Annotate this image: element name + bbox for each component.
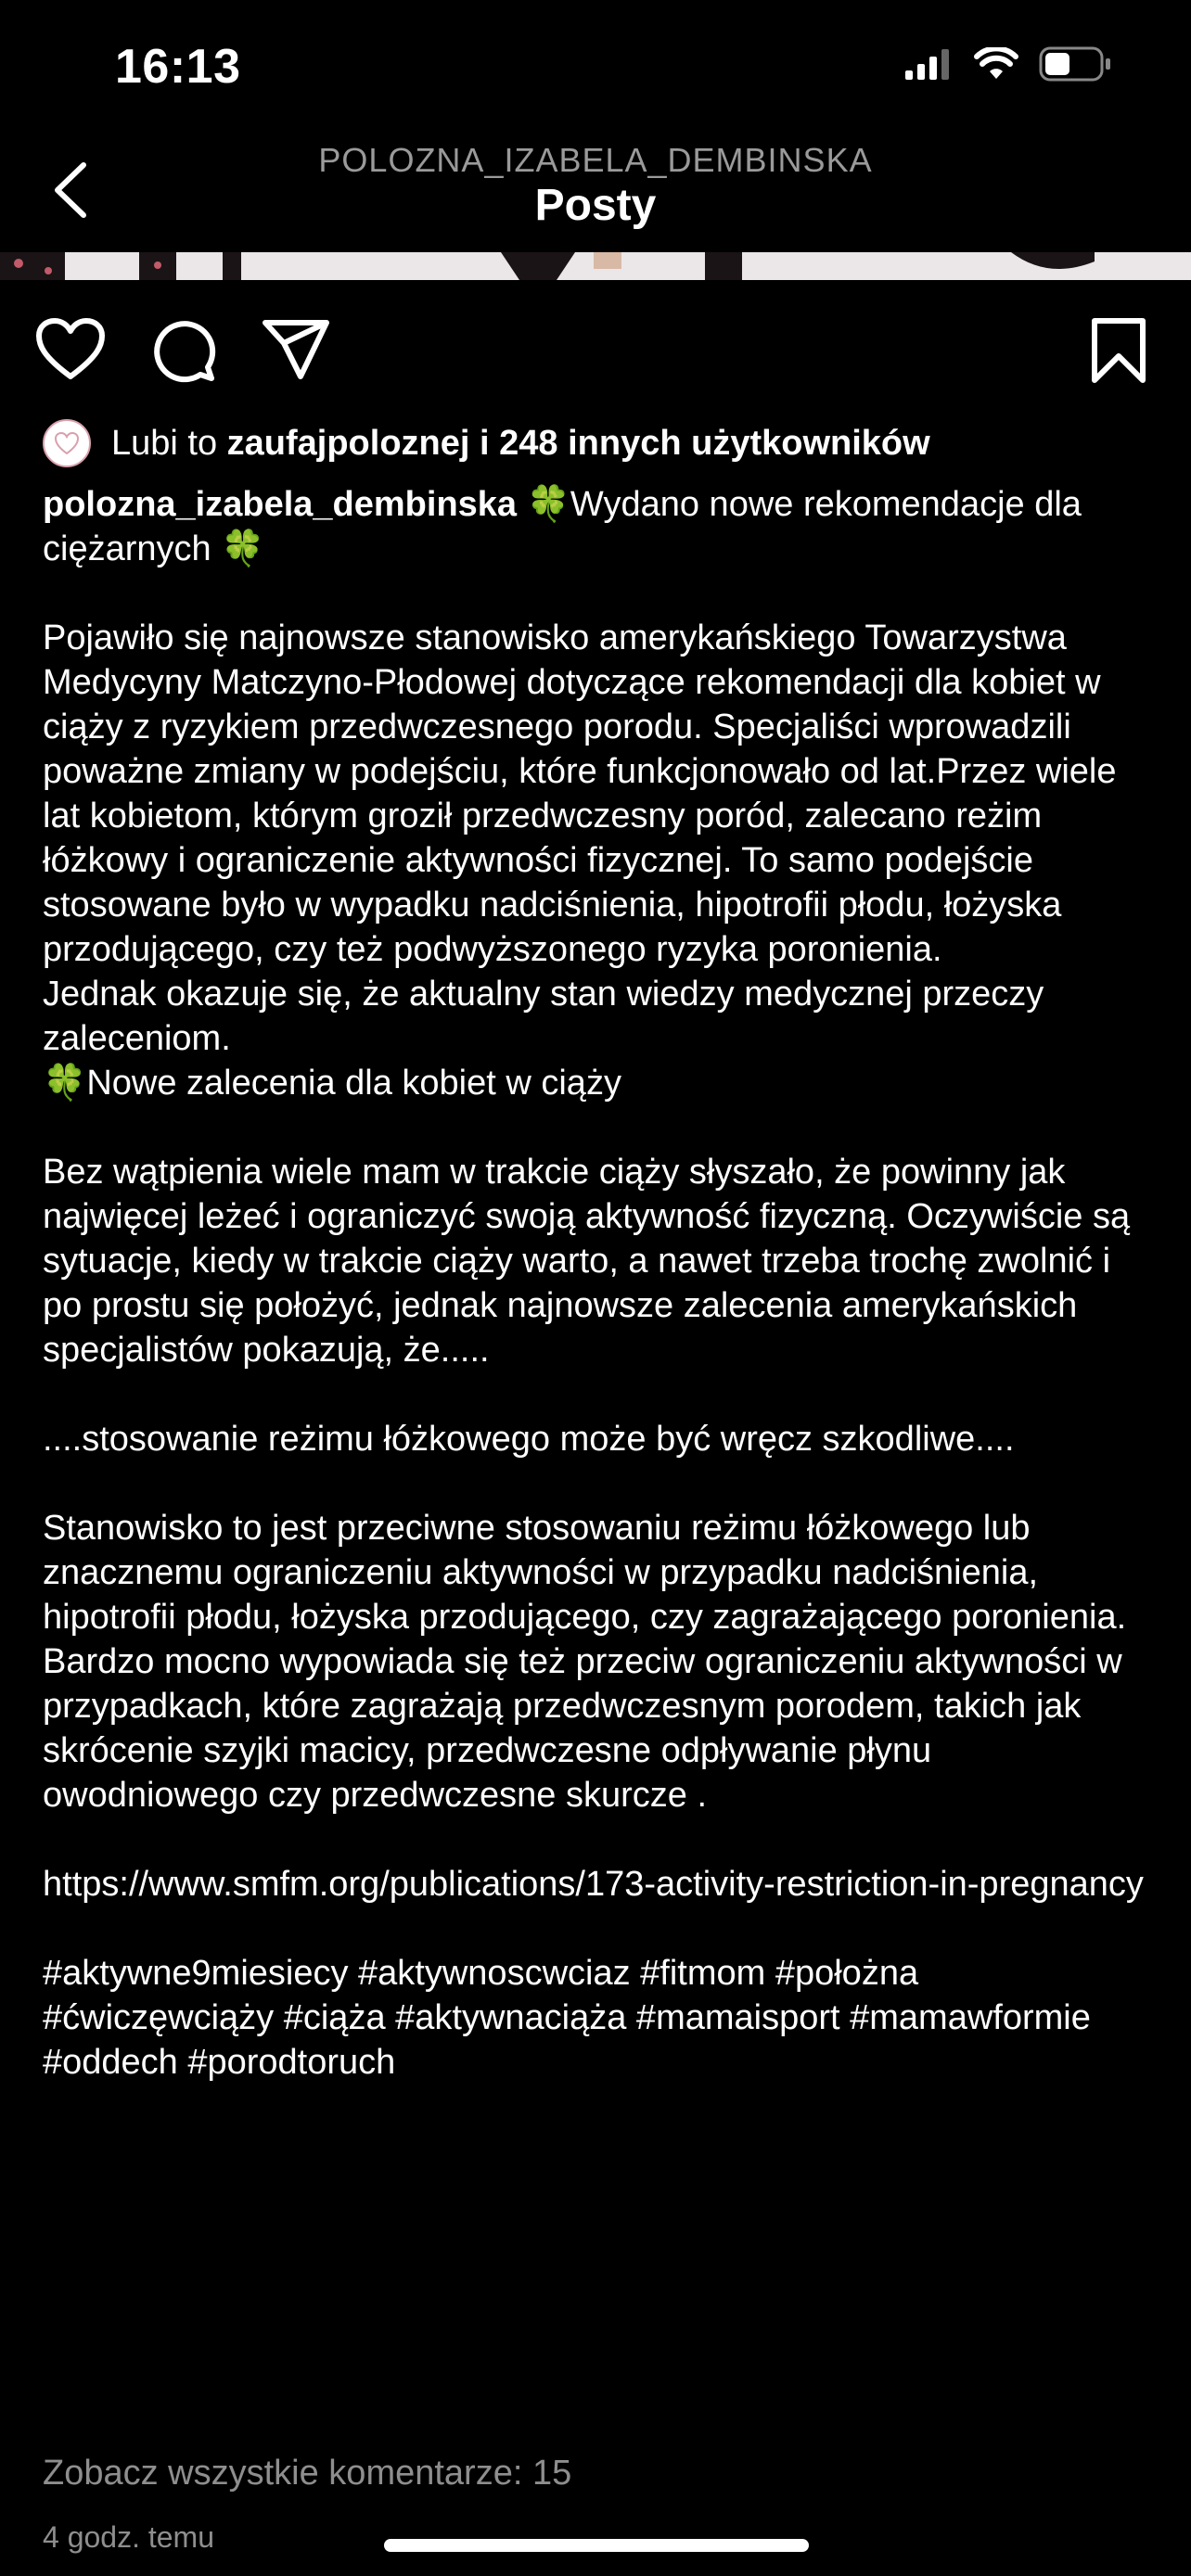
comment-bubble-icon[interactable] xyxy=(147,313,221,388)
caption-paragraph-3: 🍀Nowe zalecenia dla kobiet w ciąży xyxy=(43,1064,621,1103)
bookmark-icon[interactable] xyxy=(1082,313,1156,388)
cellular-signal-icon xyxy=(905,48,954,80)
caption-paragraph-5: ....stosowanie reżimu łóżkowego może być wręcz szkodliwe.... xyxy=(43,1420,1015,1459)
caption-first-line: 🍀Wydano nowe rekomendacje dla ciężarnych 🍀 xyxy=(43,485,1092,568)
likes-user[interactable]: zaufajpoloznej xyxy=(226,423,470,463)
page-title: Posty xyxy=(534,181,657,230)
view-comments-link[interactable]: Zobacz wszystkie komentarze: 15 xyxy=(43,2454,572,2493)
status-time: 16:13 xyxy=(115,40,241,94)
caption-paragraph-1: Pojawiło się najnowsze stanowisko amerykańskiego Towarzystwa Medycyny Matczyno-Płodowej dotyczące rekomendacji dla kobiet w ciąży z ryzykiem przedwczesnego porodu. Specjaliści wprowadzili poważne zmiany w podejściu, które funkcjonowało od lat.Przez wiele lat kobietom, którym groził przedwczesny poród, zalecano reżim łóżkowy i ograniczenie aktywności fizycznej. To samo podejście stosowane było w wypadku nadciśnienia, hipotrofii płodu, łożyska przodującego, czy też podwyższonego ryzyka poronienia. xyxy=(43,618,1117,969)
home-indicator[interactable] xyxy=(384,2539,809,2552)
header-username[interactable]: POLOZNA_IZABELA_DEMBINSKA xyxy=(318,141,873,179)
post-image-content xyxy=(0,252,1191,280)
caption-intro xyxy=(43,482,1156,571)
wifi-icon xyxy=(974,47,1018,81)
caption-paragraph-6: Stanowisko to jest przeciwne stosowaniu reżimu łóżkowego lub znacznemu ograniczeniu aktywności w przypadku nadciśnienia, hipotrofii płodu, łożyska przodującego, czy zagrażającego poronienia. Bardzo mocno wypowiada się też przeciw ograniczeniu aktywności w przypadkach, które zagrażają przedwczesnym porodem, takich jak skrócenie szyjki macicy, przedwczesne odpływanie płynu owodniowego czy przedwczesne skurcze . xyxy=(43,1509,1127,1815)
avatar[interactable] xyxy=(43,419,91,467)
post-timestamp: 4 godz. temu xyxy=(43,2520,214,2554)
battery-icon xyxy=(1039,46,1113,82)
caption-hashtags[interactable]: #aktywne9miesiecy #aktywnoscwciaz #fitmom #położna #ćwiczęwciąży #ciąża #aktywnaciąża #mamaisport #mamawformie #oddech #porodtoruch xyxy=(43,1954,1091,2082)
heart-icon[interactable] xyxy=(33,313,108,388)
post-image[interactable] xyxy=(0,252,1191,280)
caption-paragraph-2: Jednak okazuje się, że aktualny stan wiedzy medycznej przeczy zaleceniom. xyxy=(43,975,1044,1058)
likes-summary[interactable] xyxy=(43,415,930,471)
likes-prefix: Lubi to xyxy=(111,423,227,463)
paper-plane-icon[interactable] xyxy=(260,313,334,388)
likes-count[interactable]: i 248 innych użytkowników xyxy=(469,423,930,463)
caption-author[interactable]: polozna_izabela_dembinska xyxy=(43,485,518,524)
avatar-heart-icon xyxy=(53,429,81,457)
post-caption xyxy=(43,482,1156,2085)
status-icons xyxy=(905,46,1113,82)
caption-paragraph-4: Bez wątpienia wiele mam w trakcie ciąży słyszało, że powinny jak najwięcej leżeć i ograniczyć swoją aktywność fizyczną. Oczywiście są sytuacje, kiedy w trakcie ciąży warto, a nawet trzeba trochę zwolnić i po prostu się położyć, jednak najnowsze zalecenia amerykańskich specjalistów pokazują, że..... xyxy=(43,1153,1131,1370)
caption-link[interactable]: https://www.smfm.org/publications/173-activity-restriction-in-pregnancy xyxy=(43,1865,1144,1904)
